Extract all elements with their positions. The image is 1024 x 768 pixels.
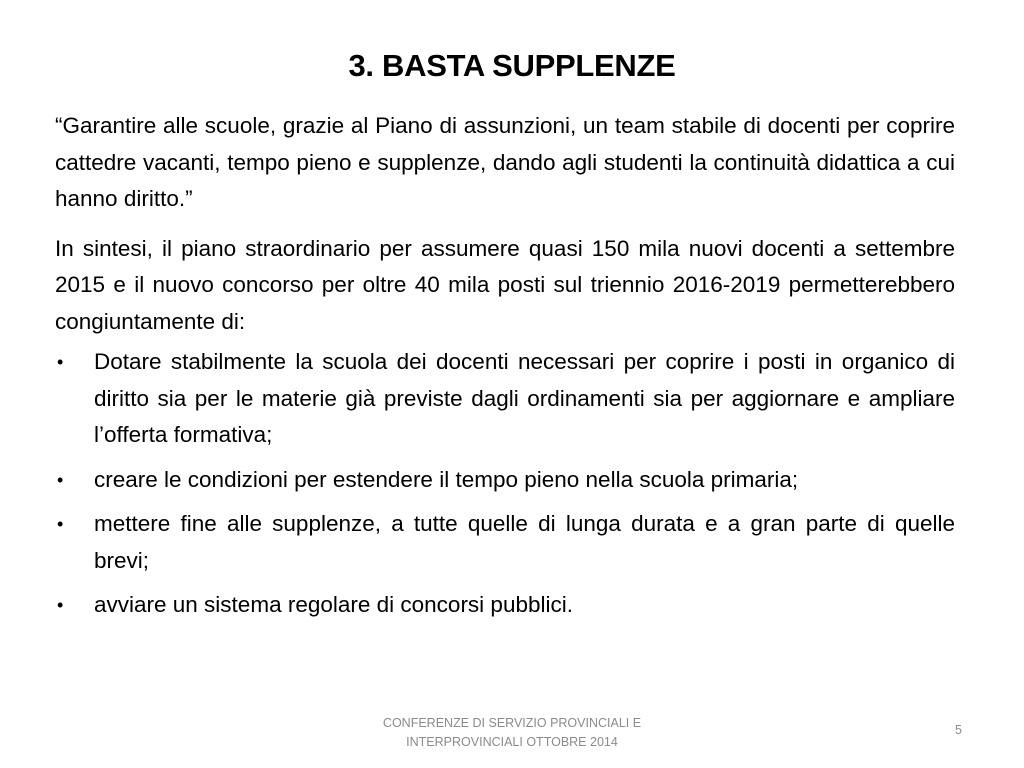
- slide-footer: [312, 714, 712, 752]
- bullet-item: [55, 506, 955, 579]
- slide-body: [55, 108, 955, 632]
- bullet-text: avviare un sistema regolare di concorsi pubblici.: [94, 592, 573, 617]
- quote-paragraph: “Garantire alle scuole, grazie al Piano di assunzioni, un team stabile di docenti per coprire cattedre vacanti, tempo pieno e supplenze, dando agli studenti la continuità didattica a cui hanno diritto.”: [55, 113, 955, 211]
- slide-title: 3. BASTA SUPPLENZE: [348, 48, 676, 83]
- bullet-item: [55, 344, 955, 454]
- bullet-dot-icon: •: [57, 352, 64, 372]
- bullet-text: mettere fine alle supplenze, a tutte quelle di lunga durata e a gran parte di quelle brevi;: [94, 511, 955, 573]
- bullet-dot-icon: •: [57, 469, 64, 490]
- footer-line-1: CONFERENZE DI SERVIZIO PROVINCIALI E: [382, 716, 642, 730]
- page-number: 5: [955, 723, 962, 737]
- footer-line-2: INTERPROVINCIALI OTTOBRE 2014: [406, 735, 618, 749]
- summary-paragraph: In sintesi, il piano straordinario per assumere quasi 150 mila nuovi docenti a settembre 2015 e il nuovo concorso per oltre 40 mila posti sul triennio 2016-2019 permetterebbero congiuntamente di:: [55, 235, 955, 334]
- bullet-text: Dotare stabilmente la scuola dei docenti necessari per coprire i posti in organico di diritto sia per le materie già previste dagli ordinamenti sia per aggiornare e ampliare l’offerta formativa;: [94, 349, 955, 447]
- bullet-dot-icon: •: [57, 595, 64, 615]
- bullet-dot-icon: •: [57, 514, 64, 534]
- bullet-item: [55, 587, 955, 624]
- bullet-text: creare le condizioni per estendere il tempo pieno nella scuola primaria;: [94, 466, 799, 492]
- bullet-item: [55, 462, 955, 499]
- bullet-list: [55, 344, 955, 624]
